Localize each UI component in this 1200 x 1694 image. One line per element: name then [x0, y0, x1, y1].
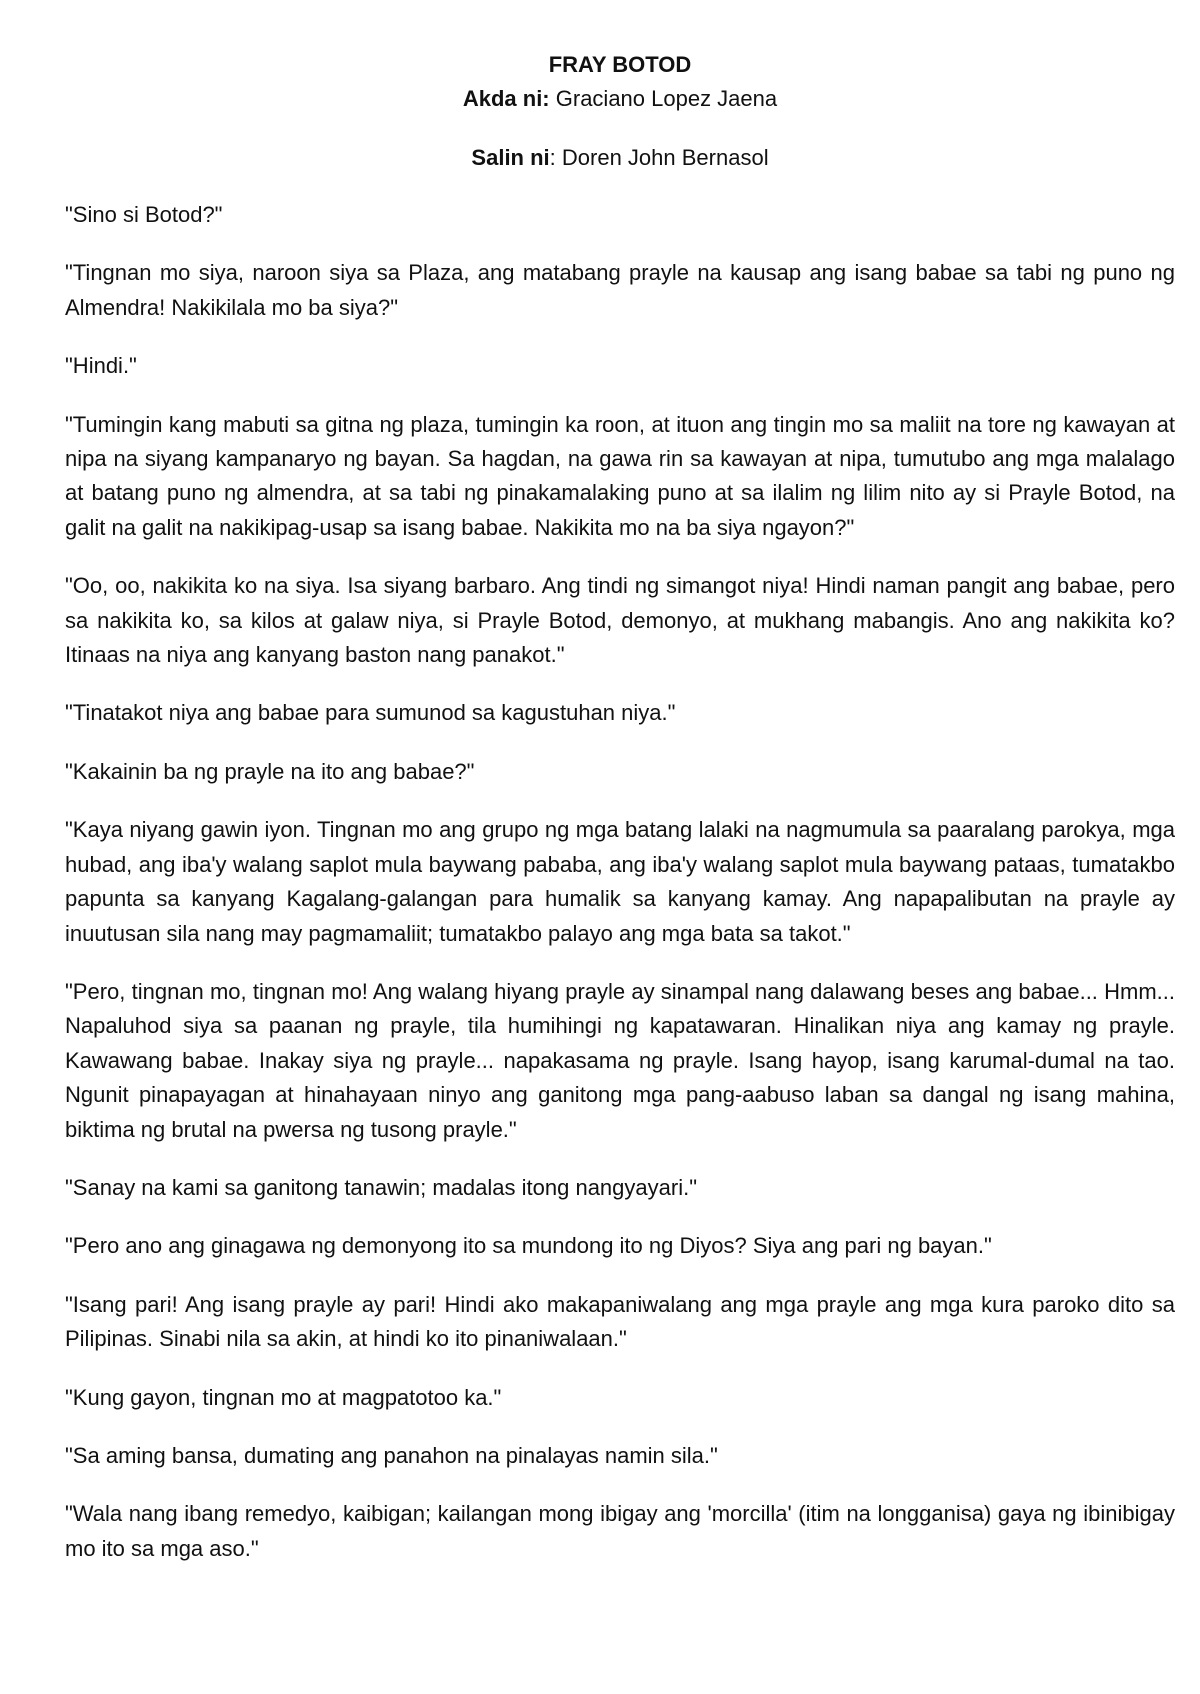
translator-label: Salin ni — [471, 145, 550, 170]
paragraph: "Tumingin kang mabuti sa gitna ng plaza, tumingin ka roon, at ituon ang tingin mo sa maliit na tore ng kawayan at nipa na siyang kampanaryo ng bayan. Sa hagdan, na gawa rin sa kawayan at nipa, tumutubo ang mga malalago at batang puno ng almendra, at sa tabi ng pinakamalaking puno at sa ilalim ng lilim nito ay si Prayle Botod, na galit na galit na nakikipag-usap sa isang babae. Nakikita mo na ba siya ngayon?" — [65, 411, 1175, 540]
translator-line — [65, 141, 1175, 175]
document-title: FRAY BOTOD — [548, 52, 692, 77]
paragraph: "Oo, oo, nakikita ko na siya. Isa siyang barbaro. Ang tindi ng simangot niya! Hindi naman pangit ang babae, pero sa nakikita ko, sa kilos at galaw niya, si Prayle Botod, demonyo, at mukhang mabangis. Ano ang nakikita ko? Itinaas na niya ang kanyang baston nang panakot." — [65, 573, 1175, 668]
paragraph: "Tinatakot niya ang babae para sumunod sa kagustuhan niya." — [65, 700, 676, 726]
paragraph: "Kung gayon, tingnan mo at magpatotoo ka." — [65, 1384, 502, 1410]
paragraph: "Wala nang ibang remedyo, kaibigan; kailangan mong ibigay ang 'morcilla' (itim na longganisa) gaya ng ibinibigay mo ito sa mga aso." — [65, 1501, 1175, 1561]
paragraph: "Tingnan mo siya, naroon siya sa Plaza, ang matabang prayle na kausap ang isang babae sa tabi ng puno ng Almendra! Nakikilala mo ba siya?" — [65, 260, 1175, 320]
document-page — [65, 48, 1175, 1590]
paragraph: "Sanay na kami sa ganitong tanawin; madalas itong nangyayari." — [65, 1174, 698, 1200]
author-label: Akda ni: — [462, 86, 550, 111]
paragraph: "Isang pari! Ang isang prayle ay pari! Hindi ako makapaniwalang ang mga prayle ang mga kura paroko dito sa Pilipinas. Sinabi nila sa akin, at hindi ko ito pinaniwalaan." — [65, 1291, 1175, 1352]
paragraph: "Kaya niyang gawin iyon. Tingnan mo ang grupo ng mga batang lalaki na nagmumula sa paaralang parokya, mga hubad, ang iba'y walang saplot mula baywang pababa, ang iba'y walang saplot mula baywang pataas, tumatakbo papunta sa kanyang Kagalang-galangan para humalik sa kanyang kamay. Ang napapalibutan na prayle ay inuutusan sila nang may pagmamaliit; tumatakbo palayo ang mga bata sa takot." — [65, 817, 1175, 946]
story-body — [65, 198, 1175, 1566]
author-name: Graciano Lopez Jaena — [549, 86, 778, 111]
paragraph: "Pero ano ang ginagawa ng demonyong ito sa mundong ito ng Diyos? Siya ang pari ng bayan." — [65, 1233, 992, 1259]
paragraph: "Hindi." — [65, 353, 137, 379]
author-line — [65, 82, 1175, 116]
translator-name: : Doren John Bernasol — [549, 145, 769, 170]
paragraph: "Sa aming bansa, dumating ang panahon na pinalayas namin sila." — [65, 1442, 718, 1468]
paragraph: "Pero, tingnan mo, tingnan mo! Ang walang hiyang prayle ay sinampal nang dalawang beses ang babae... Hmm... Napaluhod siya sa paanan ng prayle, tila humihingi ng kapatawaran. Hinalikan niya ang kamay ng prayle. Kawawang babae. Inakay siya ng prayle... napakasama ng prayle. Isang hayop, isang karumal-dumal na tao. Ngunit pinapayagan at hinahayaan ninyo ang ganitong mga pang-aabuso laban sa dangal ng isang mahina, biktima ng brutal na pwersa ng tusong prayle." — [65, 978, 1175, 1142]
paragraph: "Sino si Botod?" — [65, 202, 223, 227]
paragraph: "Kakainin ba ng prayle na ito ang babae?" — [65, 758, 475, 784]
